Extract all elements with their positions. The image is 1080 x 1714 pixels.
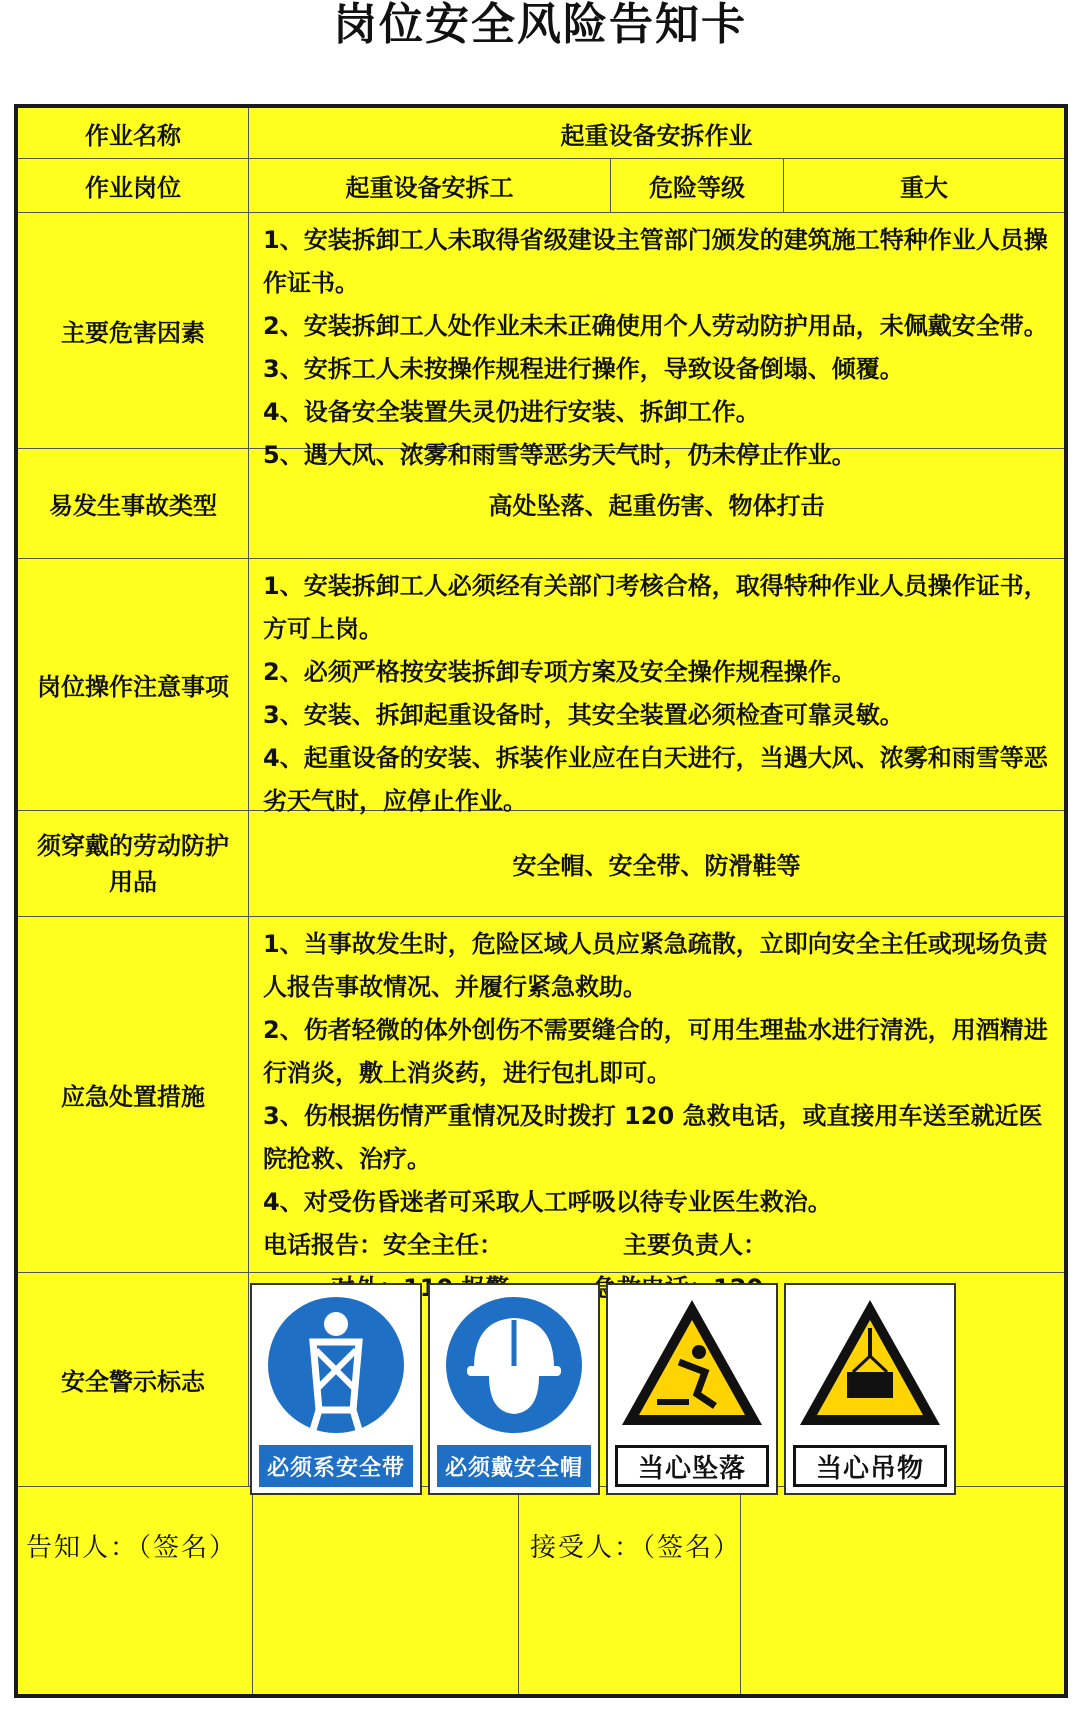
main-leader-label: 主要负责人： (623, 1231, 767, 1259)
risk-level-label: 危险等级 (649, 174, 745, 202)
list-item: 4、对受伤昏迷者可采取人工呼吸以待专业医生救治。 (263, 1188, 832, 1216)
sign-caption: 当心坠落 (615, 1445, 769, 1487)
sign-helmet (428, 1283, 600, 1495)
list-item: 4、起重设备的安装、拆装作业应在白天进行，当遇大风、浓雾和雨雪等恶劣天气时，应停止作业。 (263, 744, 1048, 815)
notifier-signature: 告知人：（签名） (26, 1533, 238, 1563)
page-title: 岗位安全风险告知卡 (333, 0, 747, 50)
list-item: 5、遇大风、浓雾和雨雪等恶劣天气时，仍未停止作业。 (263, 441, 856, 469)
job-post-label: 作业岗位 (85, 174, 181, 202)
hazards-list (249, 213, 1064, 469)
sign-fall-warning (606, 1283, 778, 1495)
phone-report-label: 电话报告：安全主任： (263, 1231, 503, 1259)
sign-hanging-load (784, 1283, 956, 1495)
list-item: 2、安装拆卸工人处作业未未正确使用个人劳动防护用品，未佩戴安全带。 (263, 312, 1048, 340)
sign-caption: 当心吊物 (793, 1445, 947, 1487)
hazards-label: 主要危害因素 (61, 319, 205, 347)
fall-warning-icon (617, 1290, 767, 1440)
sign-safety-harness (250, 1283, 422, 1495)
sign-caption: 必须戴安全帽 (437, 1445, 591, 1487)
job-post-value: 起重设备安拆工 (345, 174, 514, 202)
accidents-label: 易发生事故类型 (49, 492, 217, 520)
emergency-list (249, 917, 1064, 1272)
ppe-label: 须穿戴的劳动防护用品 (37, 831, 229, 896)
helmet-icon (439, 1290, 589, 1440)
sign-caption: 必须系安全带 (259, 1445, 413, 1487)
job-name-value: 起重设备安拆作业 (560, 121, 753, 150)
precautions-label: 岗位操作注意事项 (37, 673, 229, 701)
accidents-value: 高处坠落、起重伤害、物体打击 (488, 492, 825, 520)
receiver-signature: 接受人：（签名） (530, 1533, 742, 1563)
job-name-label: 作业名称 (85, 121, 181, 150)
signs-label: 安全警示标志 (61, 1368, 205, 1396)
list-item: 4、设备安全装置失灵仍进行安装、拆卸工作。 (263, 398, 760, 426)
list-item: 2、必须严格按安装拆卸专项方案及安全操作规程操作。 (263, 658, 856, 686)
list-item: 3、安拆工人未按操作规程进行操作，导致设备倒塌、倾覆。 (263, 355, 904, 383)
list-item: 1、当事故发生时，危险区域人员应紧急疏散，立即向安全主任或现场负责人报告事故情况、并履行紧急救助。 (263, 930, 1048, 1001)
list-item: 3、伤根据伤情严重情况及时拨打 120 急救电话，或直接用车送至就近医院抢救、治疗。 (263, 1102, 1043, 1173)
safety-harness-icon (261, 1290, 411, 1440)
hanging-load-warning-icon (795, 1290, 945, 1440)
list-item: 3、安装、拆卸起重设备时，其安全装置必须检查可靠灵敏。 (263, 701, 904, 729)
safety-signs (250, 1283, 956, 1495)
list-item: 1、安装拆卸工人未取得省级建设主管部门颁发的建筑施工特种作业人员操作证书。 (263, 226, 1048, 297)
list-item: 1、安装拆卸工人必须经有关部门考核合格，取得特种作业人员操作证书，方可上岗。 (263, 572, 1048, 643)
risk-level-value: 重大 (900, 174, 948, 202)
emergency-label: 应急处置措施 (61, 1083, 205, 1111)
list-item: 2、伤者轻微的体外创伤不需要缝合的，可用生理盐水进行清洗，用酒精进行消炎，敷上消炎药，进行包扎即可。 (263, 1016, 1048, 1087)
ppe-value: 安全帽、安全带、防滑鞋等 (512, 852, 801, 880)
precautions-list (249, 559, 1064, 815)
